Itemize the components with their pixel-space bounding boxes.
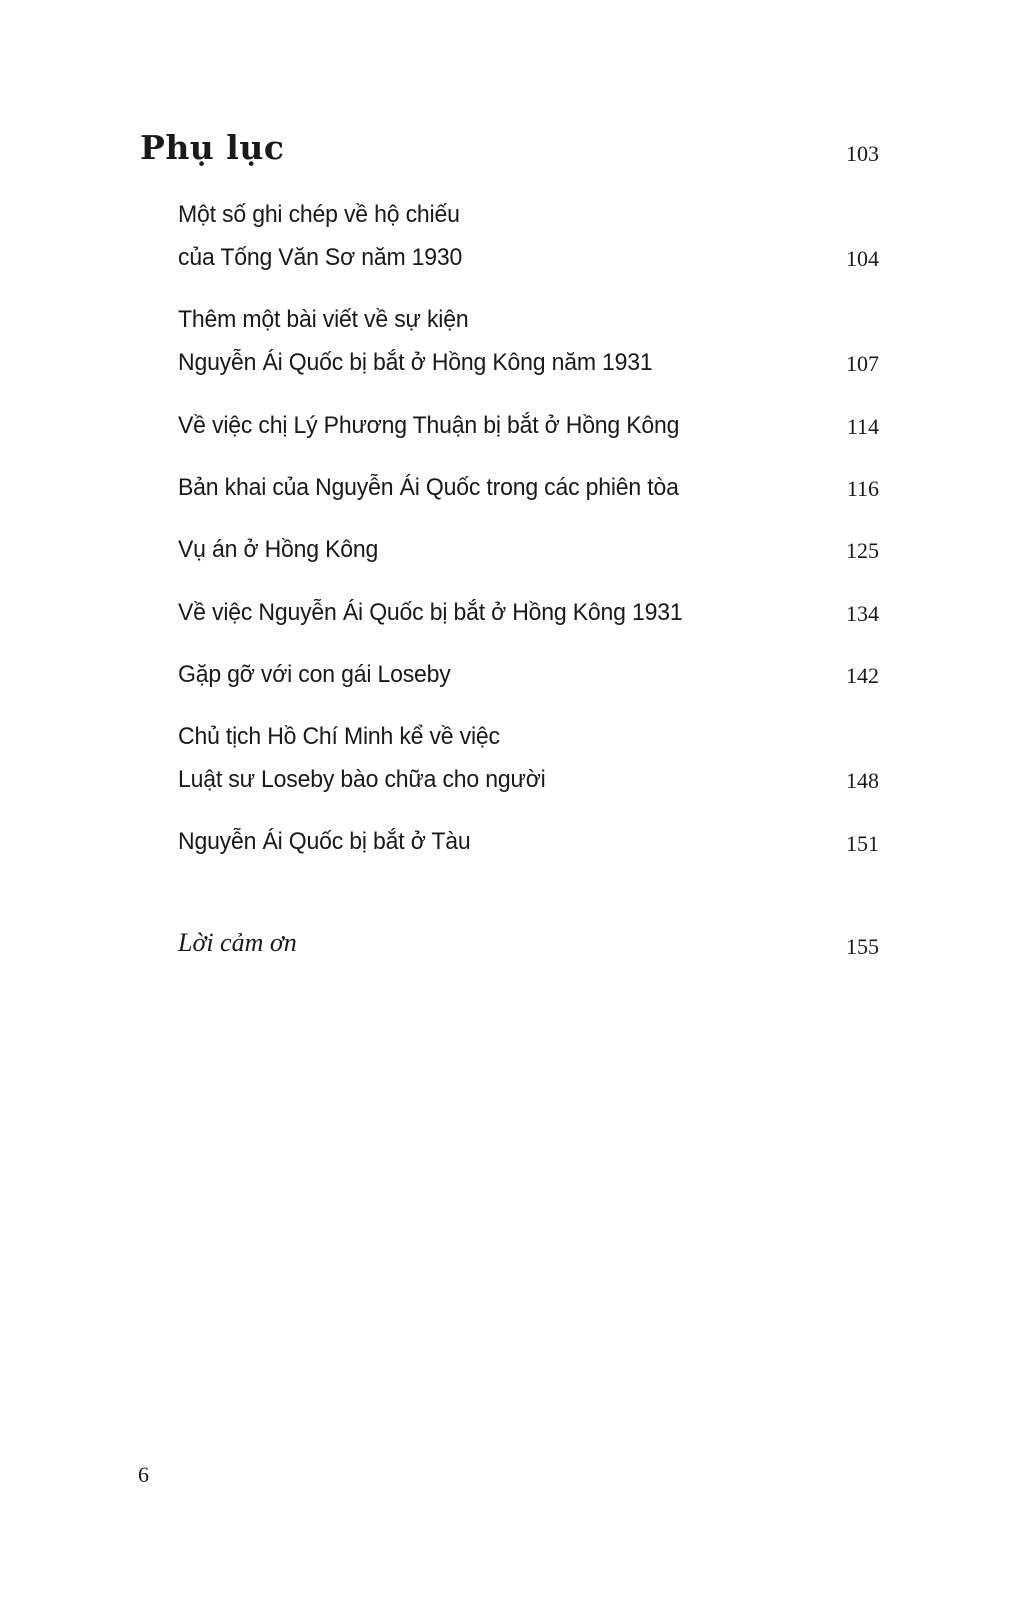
page-number: 6 [138,1462,149,1487]
section-title: Phụ lục [140,128,285,167]
toc-entry-line: Chủ tịch Hồ Chí Minh kể về việc [178,723,500,750]
toc-entry-line: Một số ghi chép về hộ chiếu [178,201,460,228]
acknowledgements-page: 155 [846,934,879,959]
toc-entry-line: Thêm một bài viết về sự kiện [178,306,469,333]
toc-entry-line: Vụ án ở Hồng Kông [178,536,379,563]
toc-entry-page: 114 [846,414,879,439]
toc-entry[interactable] [178,528,818,571]
toc-entry-page: 134 [846,601,879,626]
toc-entry-page: 116 [846,476,879,501]
toc-entry[interactable] [178,820,818,863]
toc-entry[interactable] [178,193,818,279]
toc-entry-line: Gặp gỡ với con gái Loseby [178,661,451,688]
toc-entry-line: Luật sư Loseby bào chữa cho người [178,766,546,793]
toc-entry-line: Về việc chị Lý Phương Thuận bị bắt ở Hồng Kông [178,412,680,439]
acknowledgements-entry[interactable]: Lời cảm ơn [178,928,297,957]
toc-entry-line: Về việc Nguyễn Ái Quốc bị bắt ở Hồng Kông 1931 [178,599,683,626]
toc-entry[interactable] [178,715,818,801]
toc-entry[interactable] [178,404,818,447]
toc-entry-line: Nguyễn Ái Quốc bị bắt ở Tàu [178,828,471,855]
toc-entry-line: Bản khai của Nguyễn Ái Quốc trong các phiên tòa [178,474,679,501]
toc-entry-page: 104 [846,246,879,271]
toc-entry[interactable] [178,653,818,696]
toc-entry-page: 142 [846,663,879,688]
section-page-number: 103 [846,141,879,166]
toc-entry-page: 107 [846,351,879,376]
toc-entry[interactable] [178,466,818,509]
toc-entry[interactable] [178,298,818,384]
toc-entry-line: của Tống Văn Sơ năm 1930 [178,244,463,271]
toc-entry-page: 148 [846,768,879,793]
toc-entry[interactable] [178,591,818,634]
toc-entry-page: 125 [846,538,879,563]
toc-entry-line: Nguyễn Ái Quốc bị bắt ở Hồng Kông năm 1931 [178,349,653,376]
toc-entry-page: 151 [846,831,879,856]
